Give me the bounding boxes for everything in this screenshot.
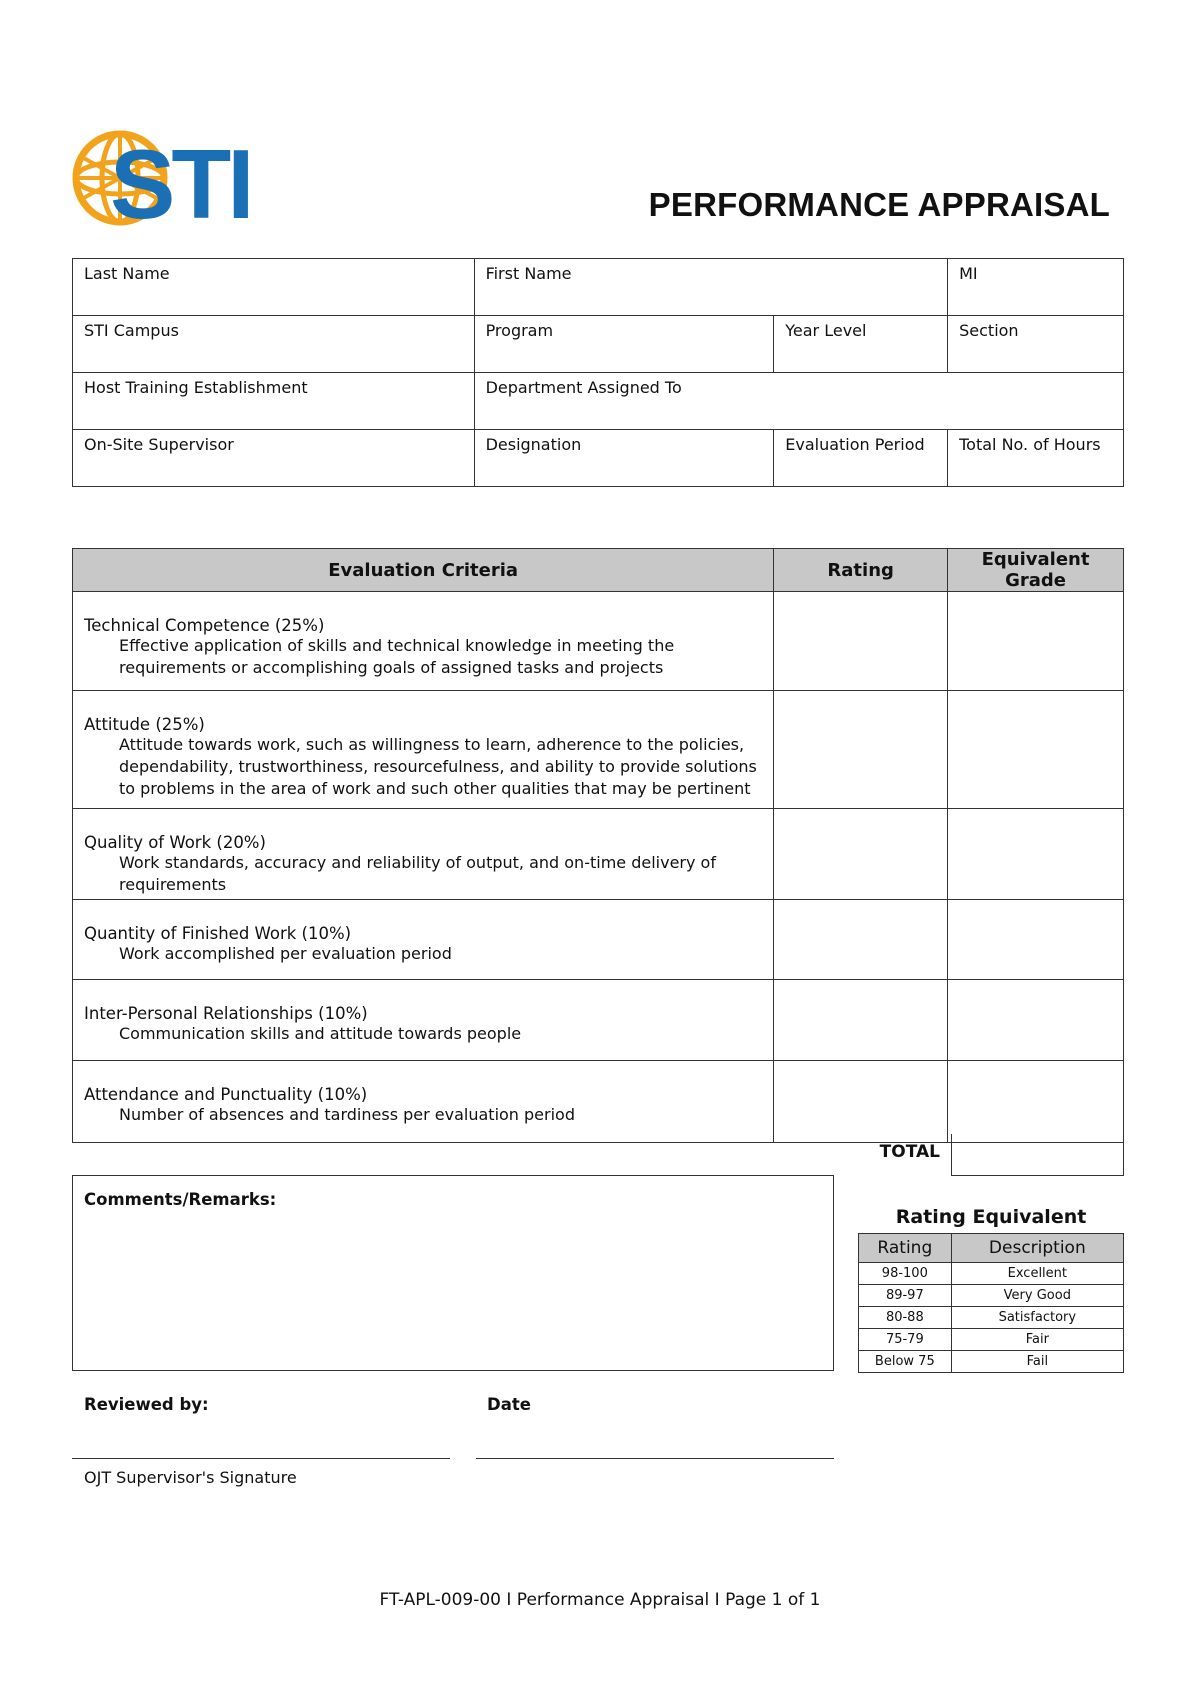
program-field[interactable]: [474, 316, 774, 373]
grade-cell[interactable]: [948, 900, 1124, 980]
rating-range: 80-88: [859, 1307, 952, 1329]
section-label: Section: [959, 321, 1019, 340]
table-row: [73, 809, 1124, 900]
criteria-title: Attitude (25%): [84, 715, 205, 734]
globe-icon: [72, 120, 292, 230]
student-info-table: [72, 258, 1124, 487]
evaluation-period-field[interactable]: [774, 430, 948, 487]
rating-range: 75-79: [859, 1329, 952, 1351]
department-label: Department Assigned To: [485, 378, 682, 397]
table-row: [73, 592, 1124, 691]
last-name-field[interactable]: [73, 259, 475, 316]
rating-header: Rating: [774, 549, 948, 592]
date-label: Date: [487, 1395, 531, 1414]
total-label: TOTAL: [879, 1142, 940, 1162]
total-field[interactable]: [951, 1134, 1124, 1176]
criteria-description: Work standards, accuracy and reliability of output, and on-time delivery of requirements: [119, 853, 716, 894]
criteria-cell: [73, 592, 774, 691]
table-row: [859, 1329, 1124, 1351]
evaluation-table: [72, 548, 1124, 1143]
rating-range: Below 75: [859, 1351, 952, 1373]
year-level-label: Year Level: [785, 321, 867, 340]
host-training-label: Host Training Establishment: [84, 378, 308, 397]
criteria-title: Quantity of Finished Work (10%): [84, 924, 352, 943]
signature-label: OJT Supervisor's Signature: [84, 1468, 297, 1487]
criteria-cell: [73, 980, 774, 1061]
rating-range: 89-97: [859, 1285, 952, 1307]
designation-field[interactable]: [474, 430, 774, 487]
reviewed-by-label: Reviewed by:: [84, 1395, 209, 1414]
total-hours-field[interactable]: [948, 430, 1124, 487]
table-row: [859, 1351, 1124, 1373]
table-row: [859, 1307, 1124, 1329]
grade-header: Equivalent Grade: [948, 549, 1124, 592]
criteria-title: Technical Competence (25%): [84, 616, 325, 635]
last-name-label: Last Name: [84, 264, 170, 283]
rating-equivalent-table: [858, 1233, 1124, 1373]
grade-cell[interactable]: [948, 809, 1124, 900]
signature-line[interactable]: [72, 1458, 450, 1459]
grade-cell[interactable]: [948, 691, 1124, 809]
criteria-header: Evaluation Criteria: [73, 549, 774, 592]
grade-cell[interactable]: [948, 592, 1124, 691]
rating-description: Fail: [951, 1351, 1123, 1373]
criteria-description: Work accomplished per evaluation period: [119, 944, 452, 963]
criteria-title: Attendance and Punctuality (10%): [84, 1085, 368, 1104]
table-row: [73, 1061, 1124, 1143]
criteria-description: Number of absences and tardiness per evaluation period: [119, 1105, 575, 1124]
table-row: [73, 691, 1124, 809]
rating-column-header: Rating: [859, 1234, 952, 1263]
table-row: [73, 980, 1124, 1061]
section-field[interactable]: [948, 316, 1124, 373]
rating-description: Satisfactory: [951, 1307, 1123, 1329]
rating-cell[interactable]: [774, 809, 948, 900]
grade-cell[interactable]: [948, 1061, 1124, 1143]
page-footer: FT-APL-009-00 I Performance Appraisal I Page 1 of 1: [379, 1590, 821, 1610]
logo-text: STI: [110, 129, 251, 230]
rating-cell[interactable]: [774, 1061, 948, 1143]
total-hours-label: Total No. of Hours: [959, 435, 1101, 454]
program-label: Program: [485, 321, 554, 340]
evaluation-period-label: Evaluation Period: [785, 435, 925, 454]
year-level-field[interactable]: [774, 316, 948, 373]
table-row: [73, 900, 1124, 980]
designation-label: Designation: [485, 435, 582, 454]
mi-label: MI: [959, 264, 978, 283]
criteria-title: Inter-Personal Relationships (10%): [84, 1004, 368, 1023]
rating-description: Fair: [951, 1329, 1123, 1351]
rating-description: Very Good: [951, 1285, 1123, 1307]
first-name-label: First Name: [485, 264, 572, 283]
mi-field[interactable]: [948, 259, 1124, 316]
rating-range: 98-100: [859, 1263, 952, 1285]
criteria-cell: [73, 900, 774, 980]
criteria-cell: [73, 809, 774, 900]
date-line[interactable]: [476, 1458, 834, 1459]
description-column-header: Description: [951, 1234, 1123, 1263]
page-title: PERFORMANCE APPRAISAL: [648, 186, 1110, 223]
criteria-title: Quality of Work (20%): [84, 833, 266, 852]
criteria-description: Effective application of skills and technical knowledge in meeting the requirements or accomplishing goals of assigned tasks and projects: [119, 636, 675, 677]
rating-cell[interactable]: [774, 691, 948, 809]
criteria-description: Communication skills and attitude towards people: [119, 1024, 522, 1043]
supervisor-label: On-Site Supervisor: [84, 435, 234, 454]
criteria-cell: [73, 1061, 774, 1143]
table-row: [859, 1263, 1124, 1285]
criteria-cell: [73, 691, 774, 809]
sti-campus-label: STI Campus: [84, 321, 179, 340]
rating-cell[interactable]: [774, 980, 948, 1061]
rating-description: Excellent: [951, 1263, 1123, 1285]
sti-campus-field[interactable]: [73, 316, 475, 373]
rating-equivalent-title: Rating Equivalent: [895, 1206, 1087, 1228]
department-field[interactable]: [474, 373, 1123, 430]
table-row: [859, 1285, 1124, 1307]
comments-label: Comments/Remarks:: [84, 1190, 277, 1209]
criteria-description: Attitude towards work, such as willingness to learn, adherence to the policies, dependability, trustworthiness, resourcefulness, and ability to provide solutions to problems in the area of work and such other qualities that may be pertinent: [119, 735, 757, 798]
host-training-field[interactable]: [73, 373, 475, 430]
rating-cell[interactable]: [774, 900, 948, 980]
sti-logo: [72, 120, 292, 230]
first-name-field[interactable]: [474, 259, 948, 316]
supervisor-field[interactable]: [73, 430, 475, 487]
rating-cell[interactable]: [774, 592, 948, 691]
grade-cell[interactable]: [948, 980, 1124, 1061]
